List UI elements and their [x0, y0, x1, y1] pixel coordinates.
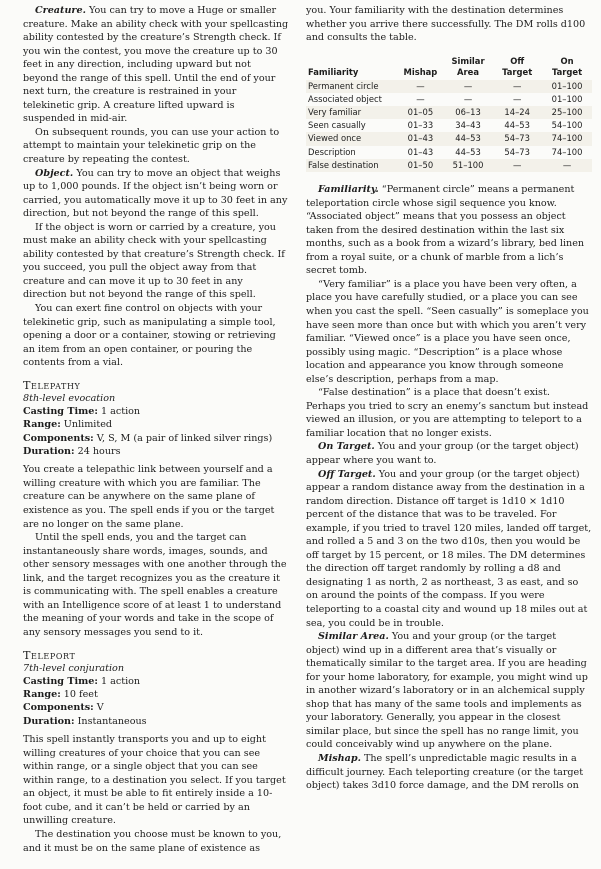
familiarity-table — [306, 56, 592, 172]
table-cell: 14–24 — [492, 106, 542, 119]
table-cell: — — [416, 93, 425, 104]
familiarity-table-body — [306, 80, 592, 172]
table-cell: — — [512, 93, 522, 104]
table-cell: 54–73 — [504, 146, 530, 157]
familiarity-paragraph-2: “Very familiar” is a place you have been very often, a place you have carefully studied, or a place you can see when you cast the spell. “Seen casually” is someplace you have seen more than once but with which you aren’t very familiar. “Viewed once” is a place you have seen once, possibly using magic. “Description” is a place whose location and appearance you know through someone else’s description, perhaps from a map. — [306, 278, 589, 385]
off-target-lead: Off Target. — [318, 468, 376, 480]
table-row — [306, 119, 592, 132]
left-column — [23, 4, 289, 855]
on-target-paragraph: On Target. You and your group (or the target object) appear where you want to. — [306, 441, 579, 466]
table-cell: 25–100 — [542, 106, 592, 119]
subsequent-rounds-paragraph: On subsequent rounds, you can use your action to attempt to maintain your telekinetic grip on the creature by repeating the contest. — [23, 126, 280, 166]
telepathy-school: 8th-level evocation — [23, 392, 116, 404]
fine-control-paragraph: You can exert fine control on objects with your telekinetic grip, such as manipulating a simple tool, opening a door or a container, stowing or retrieving an item from an open container, or pouring the contents from a vial. — [23, 303, 276, 369]
table-cell: 01–50 — [397, 159, 444, 172]
table-header-cell: Off Target — [502, 55, 533, 77]
table-cell: 44–53 — [455, 146, 481, 157]
similar-area-lead: Similar Area. — [318, 631, 389, 643]
table-cell: 74–100 — [542, 132, 592, 145]
telepathy-paragraph-1: You create a telepathic link between yourself and a willing creature with which you are familiar. The creature can be anywhere on the same plane of existence as you. The spell ends if you or the target are no longer on the same plane. — [23, 464, 275, 530]
table-cell: 01–05 — [397, 106, 444, 119]
teleport-paragraph-1: This spell instantly transports you and up to eight willing creatures of your choice that you can see within range, or a single object that you can see within range, to a destination you select. If you target an object, it must be able to fit entirely inside a 10-foot cube, and it can’t be held or carried by an unwilling creature. — [23, 734, 286, 827]
familiarity-paragraph: Familiarity. “Permanent circle” means a permanent teleportation circle whose sigil sequence you know. “Associated object” means that you possess an object taken from the desired destination within the last six months, such as a book from a wizard’s library, bed linen from a royal suite, or a chunk of marble from a lich’s secret tomb. — [306, 184, 585, 277]
table-cell: False destination — [306, 159, 397, 172]
object-paragraph: Object. You can try to move an object that weighs up to 1,000 pounds. If the object isn’t being worn or carried, you automatically move it up to 30 feet in any direction, but not beyond the range of this spell. — [23, 167, 288, 220]
table-cell: — — [542, 159, 592, 172]
table-row — [306, 146, 592, 159]
object-lead: Object. — [35, 167, 74, 179]
teleport-school: 7th-level conjuration — [23, 662, 125, 674]
table-cell: 44–53 — [444, 132, 492, 145]
on-target-lead: On Target. — [318, 441, 375, 453]
telepathy-components: Components: V, S, M (a pair of linked silver rings) — [23, 432, 273, 444]
telepathy-casting-time: Casting Time: 1 action — [23, 405, 141, 417]
table-cell: Seen casually — [308, 120, 366, 131]
table-row — [306, 80, 592, 93]
familiarity-lead: Familiarity. — [318, 184, 379, 196]
table-cell: 01–43 — [407, 146, 434, 157]
table-cell: 06–13 — [444, 106, 492, 119]
table-row — [306, 132, 592, 145]
table-cell: 74–100 — [551, 146, 583, 157]
table-cell: Permanent circle — [306, 80, 397, 93]
table-header-cell: Similar Area — [451, 55, 485, 77]
table-cell: — — [492, 159, 542, 172]
table-cell: — — [463, 93, 473, 104]
mishap-paragraph: Mishap. The spell’s unpredictable magic results in a difficult journey. Each teleporting creature (or the target object) takes 3d10 force damage, and the DM rerolls on — [306, 753, 584, 792]
table-header-cell: Familiarity — [308, 66, 359, 77]
right-column — [306, 4, 592, 793]
table-cell: 01–33 — [407, 120, 434, 131]
creature-lead: Creature. — [35, 5, 86, 16]
mishap-lead: Mishap. — [318, 753, 361, 765]
teleport-duration: Duration: Instantaneous — [23, 715, 147, 727]
teleport-intro-paragraph: you. Your familiarity with the destination determines whether you arrive there successfully. The DM rolls d100 and consults the table. — [306, 5, 586, 44]
table-cell: Viewed once — [306, 132, 397, 145]
telepathy-range: Range: Unlimited — [23, 419, 113, 431]
table-cell: 01–100 — [551, 93, 583, 104]
table-cell: — — [397, 80, 444, 93]
teleport-paragraph-2: The destination you choose must be known to you, and it must be on the same plane of existence as — [23, 828, 282, 854]
table-header-cell: Mishap — [403, 66, 438, 77]
table-cell: Associated object — [308, 93, 382, 104]
off-target-paragraph: Off Target. You and your group (or the target object) appear a random distance away from the destination in a random direction. Distance off target is 1d10 × 1d10 percent of the distance that was to be traveled. For example, if you tried to travel 120 miles, landed off target, and rolled a 5 and 3 on the two d10s, then you would be off target by 15 percent, or 18 miles. The DM determines the direction off target randomly by rolling a d8 and designating 1 as north, 2 as northeast, 3 as east, and so on around the points of the compass. If you were teleporting to a coastal city and wound up 18 miles out at sea, you could be in trouble. — [306, 468, 592, 629]
telepathy-title: Telepathy — [23, 378, 81, 392]
table-cell: Description — [308, 146, 356, 157]
table-cell: — — [444, 80, 492, 93]
teleport-components: Components: V — [23, 702, 104, 714]
worn-object-paragraph: If the object is worn or carried by a creature, you must make an ability check with your spellcasting ability contested by that creature’s Strength check. If you succeed, you pull the object away from that creature and can move it up to 30 feet in any direction but not beyond the range of this spell. — [23, 221, 285, 301]
table-cell: Very familiar — [306, 106, 397, 119]
table-cell: 54–73 — [492, 132, 542, 145]
table-cell: — — [492, 80, 542, 93]
table-header-row — [306, 56, 592, 80]
table-row — [306, 106, 592, 119]
table-cell: 01–100 — [542, 80, 592, 93]
teleport-casting-time: Casting Time: 1 action — [23, 675, 141, 687]
false-destination-paragraph: “False destination” is a place that doesn’t exist. Perhaps you tried to scry an enemy’s sanctum but instead viewed an illusion, or you are attempting to teleport to a familiar location that no longer exists. — [306, 387, 589, 439]
table-cell: 34–43 — [455, 120, 481, 131]
table-cell: 54–100 — [551, 120, 583, 131]
table-header-cell: On Target — [552, 55, 583, 77]
telepathy-paragraph-2: Until the spell ends, you and the target can instantaneously share words, images, sounds, and other sensory messages with one another through the link, and the target recognizes you as the creature it is communicating with. The spell enables a creature with an Intelligence score of at least 1 to understand the meaning of your words and take in the scope of any sensory messages you send to it. — [23, 532, 287, 638]
table-row — [306, 93, 592, 106]
teleport-title: Teleport — [23, 648, 76, 662]
table-cell: 51–100 — [444, 159, 492, 172]
creature-paragraph: Creature. You can try to move a Huge or smaller creature. Make an ability check with your spellcasting ability contested by the creature’s Strength check. If you win the contest, you move the creature up to 30 feet in any direction, including upward but not beyond the range of this spell. Until the end of your next turn, the creature is restrained in your telekinetic grip. A creature lifted upward is suspended in mid-air. — [23, 5, 289, 125]
table-row — [306, 159, 592, 172]
teleport-range: Range: 10 feet — [23, 688, 98, 700]
telepathy-duration: Duration: 24 hours — [23, 445, 121, 457]
table-cell: 01–43 — [397, 132, 444, 145]
table-cell: 44–53 — [504, 120, 530, 131]
similar-area-paragraph: Similar Area. You and your group (or the target object) wind up in a different area that’s visually or thematically similar to the target area. If you are heading for your home laboratory, for example, you might wind up in another wizard’s laboratory or in an alchemical supply shop that has many of the same tools and implements as your laboratory. Generally, you appear in the closest similar place, but since the spell has no range limit, you could conceivably wind up anywhere on the plane. — [306, 631, 588, 751]
